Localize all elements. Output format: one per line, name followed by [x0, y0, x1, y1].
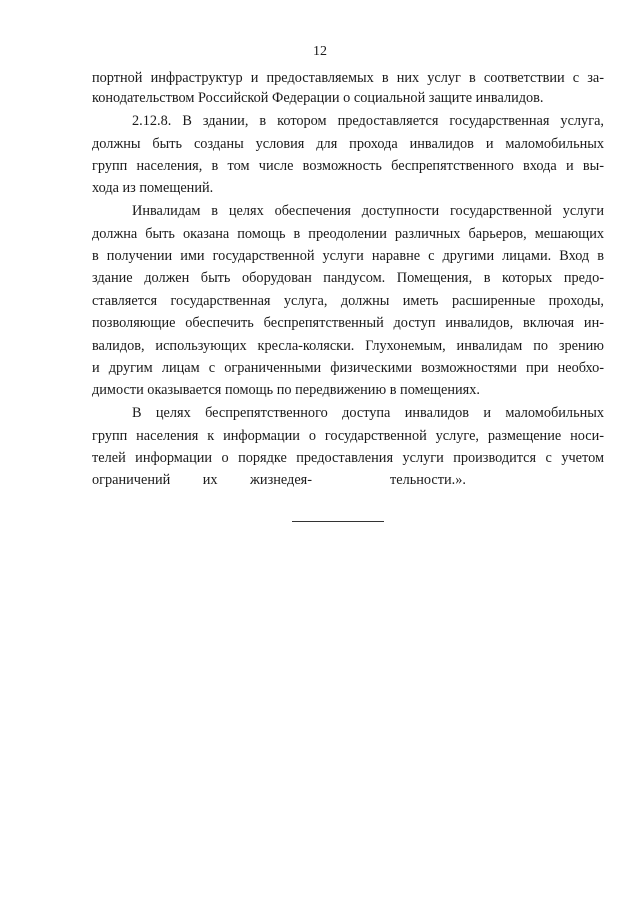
text-line: валидов, использующих кресла-коляски. Глухонемым, инвалидам по зрению	[92, 338, 604, 354]
text-line: телей информации о порядке предоставления услуги производится с учетом	[92, 450, 604, 466]
text-line: Инвалидам в целях обеспечения доступности государственной услуги	[132, 203, 604, 219]
closing-rule	[292, 521, 384, 522]
text-line: должны быть созданы условия для прохода инвалидов и маломобильных	[92, 136, 604, 152]
text-line: должна быть оказана помощь в преодолении различных барьеров, мешающих	[92, 226, 604, 242]
text-line: хода из помещений.	[92, 180, 214, 196]
text-line-right-part: тельности.».	[390, 472, 466, 488]
text-line: димости оказывается помощь по передвижению в помещениях.	[92, 382, 480, 398]
text-line: здание должен быть оборудован пандусом. Помещения, в которых предо-	[92, 270, 604, 286]
text-line: групп населения, в том числе возможность беспрепятственного входа и вы-	[92, 158, 604, 174]
text-line: портной инфраструктур и предоставляемых в них услуг в соответствии с за-	[92, 70, 604, 86]
text-line: групп населения к информации о государственной услуге, размещение носи-	[92, 428, 604, 444]
text-line: 2.12.8. В здании, в котором предоставляется государственная услуга,	[132, 113, 604, 129]
text-line: ставляется государственная услуга, должны иметь расширенные проходы,	[92, 293, 604, 309]
page-number: 12	[313, 44, 327, 59]
text-line: позволяющие обеспечить беспрепятственный доступ инвалидов, включая ин-	[92, 315, 604, 331]
text-line: в получении ими государственной услуги наравне с другими лицами. Вход в	[92, 248, 604, 264]
text-line-split	[92, 470, 604, 490]
text-line: В целях беспрепятственного доступа инвалидов и маломобильных	[132, 405, 604, 421]
text-line: конодательством Российской Федерации о социальной защите инвалидов.	[92, 90, 544, 106]
text-line-left-part: ограничений их жизнедея-	[92, 472, 312, 488]
text-line: и другим лицам с ограниченными физическими возможностями при необхо-	[92, 360, 604, 376]
